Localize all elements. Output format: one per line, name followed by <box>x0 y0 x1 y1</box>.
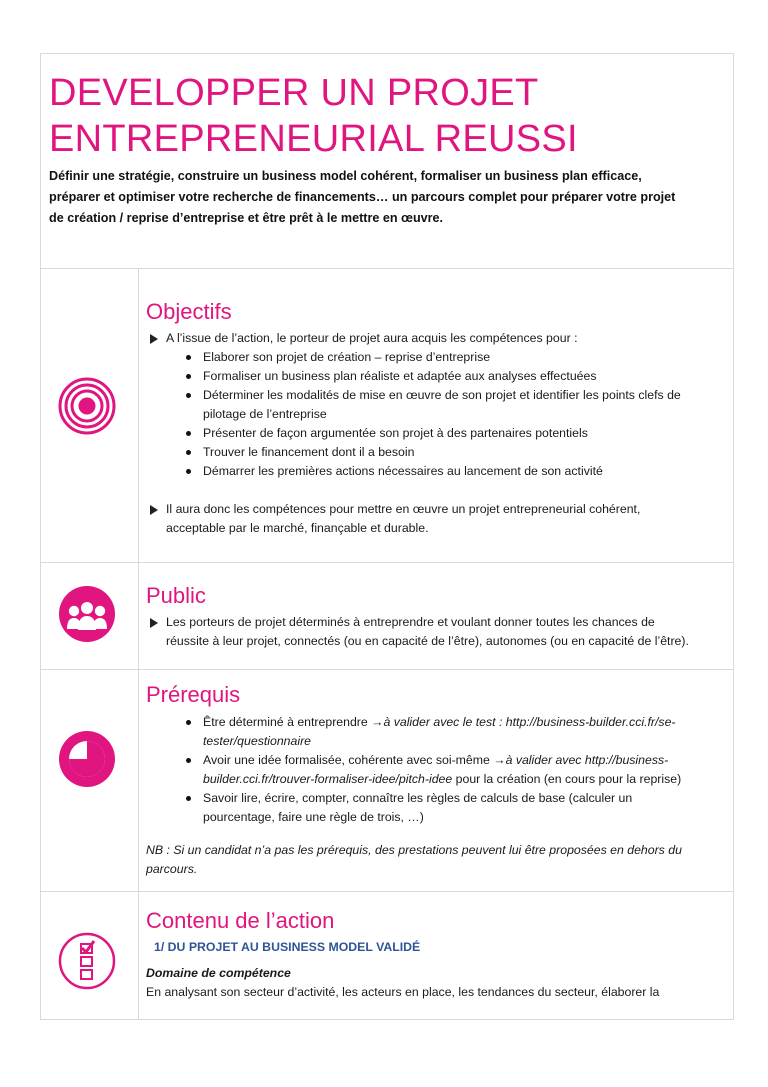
page-title <box>41 54 733 162</box>
section-contenu <box>41 891 733 1021</box>
objectifs-intro: A l’issue de l’action, le porteur de projet aura acquis les compétences pour : <box>146 329 727 348</box>
arrow-icon: → <box>371 715 384 729</box>
target-icon <box>57 376 117 436</box>
triangle-bullet-icon <box>150 618 158 628</box>
intro-line-3: de création / reprise d’entreprise et être prêt à le mettre en œuvre. <box>49 211 444 225</box>
section-objectifs <box>41 268 733 563</box>
list-item: Démarrer les premières actions nécessaires au lancement de son activité <box>146 462 727 481</box>
intro-line-1: Définir une stratégie, construire un business model cohérent, formaliser un business plan efficace, <box>49 169 642 183</box>
public-text: Les porteurs de projet déterminés à entreprendre et voulant donner toutes les chances de réussite à leur projet, connectés (ou en capacité de l’être), autonomes (ou en capacité de l’être). <box>146 613 727 651</box>
arrow-icon: → <box>493 753 506 767</box>
list-item: Être déterminé à entreprendre →à valider avec le test : http://business-builder.cci.fr/se- tester/questionnaire <box>146 713 727 751</box>
title-line-1: DEVELOPPER UN PROJET <box>49 72 539 114</box>
list-item: Formaliser un business plan réaliste et adaptée aux analyses effectuées <box>146 367 727 386</box>
objectifs-list <box>146 348 727 481</box>
list-item: Elaborer son projet de création – reprise d’entreprise <box>146 348 727 367</box>
people-group-icon <box>57 584 117 644</box>
title-line-2: ENTREPRENEURIAL REUSSI <box>49 118 578 160</box>
document-frame <box>40 53 734 1020</box>
section-title-objectifs: Objectifs <box>146 299 232 324</box>
section-public <box>41 562 733 670</box>
contenu-text: En analysant son secteur d’activité, les acteurs en place, les tendances du secteur, élaborer la <box>146 985 660 999</box>
list-item: Savoir lire, écrire, compter, connaître les règles de calculs de base (calculer un pourcentage, faire une règle de trois, …) <box>146 789 727 827</box>
prerequis-list <box>146 713 727 827</box>
list-item: Présenter de façon argumentée son projet à des partenaires potentiels <box>146 424 727 443</box>
intro-line-2: préparer et optimiser votre recherche de financements… un parcours complet pour préparer votre projet <box>49 190 676 204</box>
list-item: Avoir une idée formalisée, cohérente avec soi-même →à valider avec http://business- builder.cci.fr/trouver-formaliser-idee/pitch-idee pour la création (en cours pour la reprise) <box>146 751 727 789</box>
section-title-contenu: Contenu de l’action <box>146 908 335 933</box>
triangle-bullet-icon <box>150 334 158 344</box>
domain-label: Domaine de compétence <box>146 966 291 980</box>
checklist-icon <box>57 931 117 991</box>
list-item: Déterminer les modalités de mise en œuvre de son projet et identifier les points clefs de pilotage de l’entreprise <box>146 386 727 424</box>
section-prerequis <box>41 669 733 892</box>
header <box>41 54 733 269</box>
list-item: Trouver le financement dont il a besoin <box>146 443 727 462</box>
section-title-public: Public <box>146 583 206 608</box>
triangle-bullet-icon <box>150 505 158 515</box>
contenu-subtitle: 1/ DU PROJET AU BUSINESS MODEL VALIDÉ <box>154 940 421 954</box>
pie-chart-icon <box>57 729 117 789</box>
prerequis-note: NB : Si un candidat n’a pas les prérequis, des prestations peuvent lui être proposées en dehors du parcours. <box>146 843 682 876</box>
objectifs-conclusion: Il aura donc les compétences pour mettre en œuvre un projet entrepreneurial cohérent, acceptable par le marché, finançable et durable. <box>146 500 727 538</box>
section-title-prerequis: Prérequis <box>146 682 241 707</box>
intro-text <box>49 166 725 229</box>
